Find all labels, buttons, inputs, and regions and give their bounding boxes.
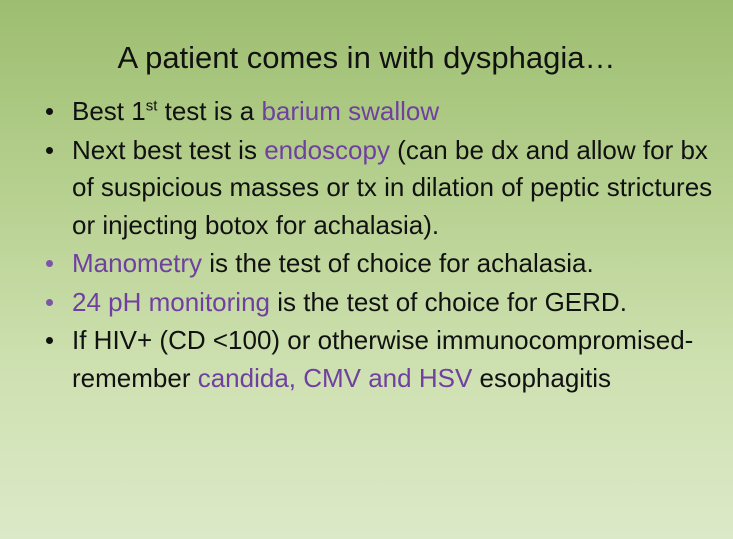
highlight-term: Manometry: [72, 248, 203, 278]
bullet-item: [46, 132, 716, 245]
bullet-text: esophagitis: [472, 362, 612, 393]
superscript: st: [145, 97, 158, 115]
slide-title: A patient comes in with dysphagia…: [117, 40, 616, 75]
bullet-dot-icon: [46, 147, 53, 154]
highlight-term: barium swallow: [261, 96, 440, 126]
bullet-dot-icon: [46, 299, 53, 306]
bullet-item: [46, 93, 716, 131]
highlight-term: endoscopy: [264, 134, 390, 165]
bullet-dot-icon: [46, 260, 53, 267]
bullet-list: [46, 93, 716, 397]
bullet-text: Best 1: [72, 96, 146, 126]
bullet-dot-icon: [46, 337, 53, 344]
bullet-item: [46, 284, 716, 322]
bullet-text: Next best test is: [72, 134, 265, 165]
bullet-item: [46, 245, 716, 283]
highlight-term: 24 pH monitoring: [72, 286, 270, 317]
highlight-term: candida, CMV and HSV: [197, 362, 473, 393]
bullet-text: (can be dx and allow for bx of suspicious masses or tx in dilation of peptic strictures or injecting botox for achalasia).: [72, 134, 713, 240]
bullet-item: [46, 322, 716, 397]
bullet-text: is the test of choice for achalasia.: [202, 248, 594, 278]
bullet-dot-icon: [46, 108, 53, 115]
bullet-text: is the test of choice for GERD.: [270, 286, 627, 317]
bullet-text: test is a: [157, 96, 262, 126]
bullet-text: If HIV+ (CD <100) or otherwise immunocompromised- remember: [72, 325, 694, 393]
